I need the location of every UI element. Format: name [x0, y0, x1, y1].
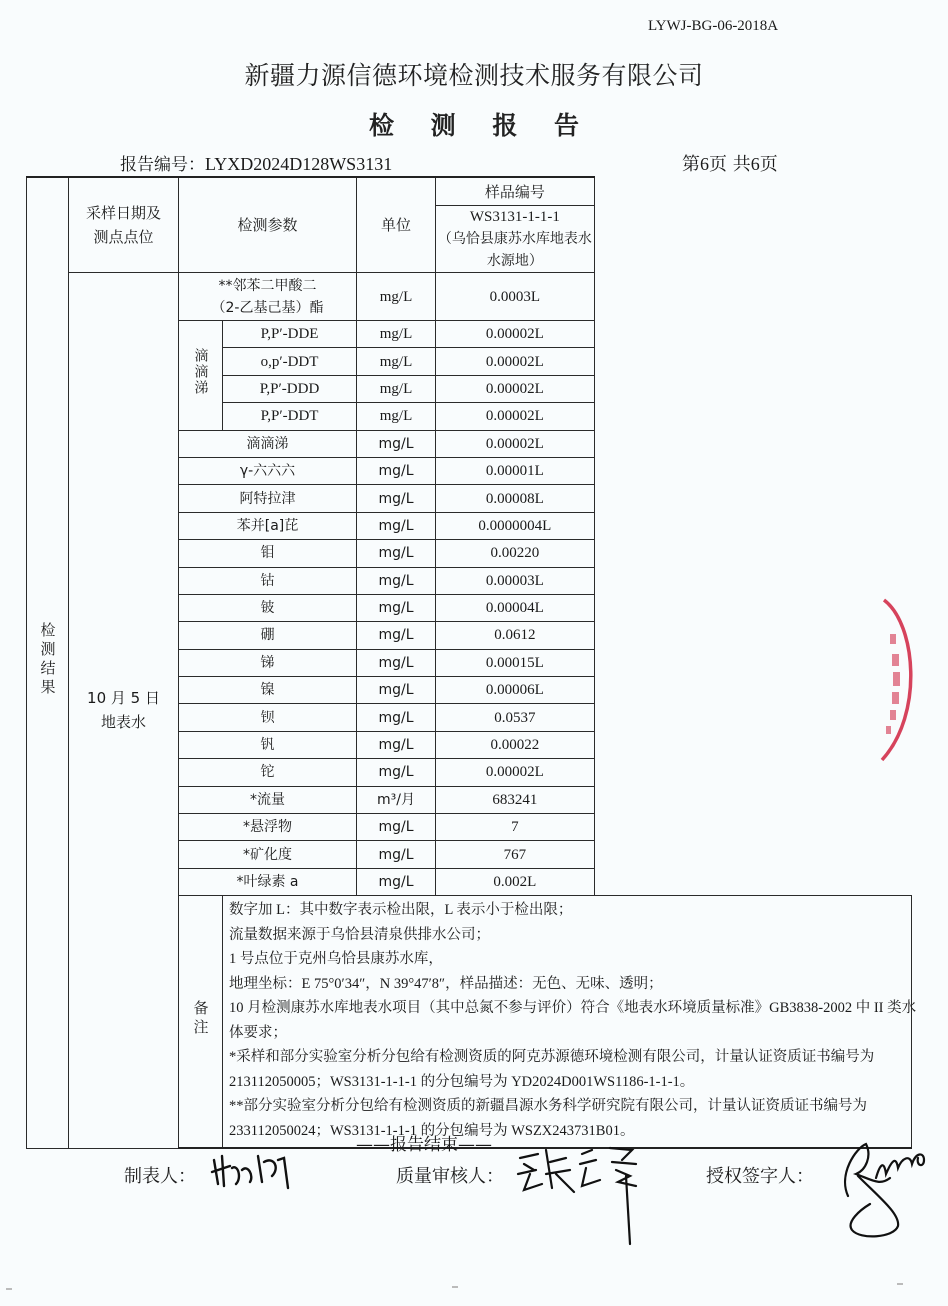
value-cell: 0.00004L: [436, 594, 595, 621]
col-sampling-line1: 采样日期及: [85, 204, 161, 222]
col-sample-no-header: 样品编号: [436, 177, 595, 206]
value-cell: 0.0537: [436, 704, 595, 731]
col-sampling-line2: 测点点位: [93, 228, 154, 246]
sample-info-cell: [436, 206, 595, 273]
value-cell: 0.0003L: [436, 273, 595, 321]
unit-cell: mg/L: [357, 403, 436, 430]
scan-speck: [6, 1288, 12, 1290]
remark-line: *采样和部分实验室分析分包给有检测资质的阿克苏源德环境检测有限公司，计量认证资质证书编号为: [229, 1049, 875, 1066]
table-row: [27, 273, 912, 321]
page-current: 6: [700, 154, 709, 174]
report-number-value: LYXD2024D128WS3131: [205, 154, 393, 174]
page-suffix: 页: [759, 154, 778, 175]
results-table: [26, 176, 917, 1149]
param-cell: P,P′-DDT: [223, 403, 357, 430]
sample-id: WS3131-1-1-1: [469, 209, 560, 225]
unit-cell: mg/L: [357, 567, 436, 594]
value-cell: 0.0612: [436, 622, 595, 649]
param-cell: 钒: [179, 731, 357, 758]
remarks-cell: [223, 896, 917, 1149]
form-code: LYWJ-BG-06-2018A: [648, 18, 779, 34]
remark-line: **部分实验室分析分包给有检测资质的新疆昌源水务科学研究院有限公司，计量认证资质证书编号为: [229, 1098, 867, 1115]
remark-line: 地理坐标：E 75°0′34″，N 39°47′8″，样品描述：无色、无味、透明；: [229, 975, 663, 992]
header-row: [27, 177, 912, 206]
value-cell: 0.00002L: [436, 375, 595, 402]
report-end: ——报告结束——: [356, 1135, 492, 1155]
scan-speck: [897, 1283, 903, 1285]
unit-cell: mg/L: [357, 649, 436, 676]
param-cell: *悬浮物: [179, 814, 357, 841]
unit-cell: mg/L: [357, 677, 436, 704]
col-sampling-header: [69, 177, 179, 273]
company-name: 新疆力源信德环境检测技术服务有限公司: [244, 61, 704, 90]
report-number: [120, 150, 392, 175]
unit-cell: mg/L: [357, 375, 436, 402]
param-cell: 钼: [179, 540, 357, 567]
sample-site: （乌恰县康苏水库地表水水源地）: [437, 231, 592, 269]
unit-cell: mg/L: [357, 457, 436, 484]
col-param-header: 检测参数: [179, 177, 357, 273]
remark-line: 1 号点位于克州乌恰县康苏水库，: [229, 951, 443, 968]
group-label: 滴滴涕: [192, 348, 209, 397]
value-cell: 0.0000004L: [436, 512, 595, 539]
param-cell: *流量: [179, 786, 357, 813]
remarks-label: 备注: [191, 999, 210, 1038]
unit-cell: mg/L: [357, 485, 436, 512]
unit-cell: mg/L: [357, 814, 436, 841]
value-cell: 7: [436, 814, 595, 841]
section-label: 检测结果: [38, 621, 57, 698]
water-type: 地表水: [100, 713, 146, 732]
value-cell: 0.00006L: [436, 677, 595, 704]
authorized-signature: [820, 1134, 948, 1244]
remark-line: 数字加 L：其中数字表示检出限，L 表示小于检出限；: [229, 902, 573, 919]
remark-line: 体要求；: [229, 1024, 287, 1041]
unit-cell: m³/月: [357, 786, 436, 813]
preparer-signature: [208, 1146, 318, 1191]
col-unit-header: 单位: [357, 177, 436, 273]
page-prefix: 第: [682, 154, 700, 175]
value-cell: 0.00002L: [436, 403, 595, 430]
page-info: [682, 150, 778, 176]
section-label-cell: [27, 177, 69, 1148]
value-cell: 0.00220: [436, 540, 595, 567]
value-cell: 0.00002L: [436, 348, 595, 375]
first-param-line2: （2-乙基己基）酯: [211, 299, 324, 316]
value-cell: 0.00002L: [436, 430, 595, 457]
scan-speck: [452, 1286, 458, 1288]
param-cell: γ-六六六: [179, 457, 357, 484]
param-cell: 钡: [179, 704, 357, 731]
unit-cell: mg/L: [357, 731, 436, 758]
param-cell: P,P′-DDE: [223, 321, 357, 348]
param-cell: o,p′-DDT: [223, 348, 357, 375]
param-cell: [179, 273, 357, 321]
param-cell: 滴滴涕: [179, 430, 357, 457]
page-total: 6: [750, 154, 760, 174]
value-cell: 683241: [436, 786, 595, 813]
value-cell: 0.002L: [436, 868, 595, 895]
param-cell: *矿化度: [179, 841, 357, 868]
remark-line: 213112050005；WS3131-1-1-1 的分包编号为 YD2024D001WS1186-1-1-1。: [229, 1073, 695, 1090]
unit-cell: mg/L: [357, 622, 436, 649]
remark-line: 233112050024；WS3131-1-1-1 的分包编号为 WSZX243731B01。: [229, 1122, 635, 1139]
company-stamp: [876, 594, 916, 764]
param-cell: 钴: [179, 567, 357, 594]
sampling-date: 10 月 5 日: [87, 689, 160, 708]
unit-cell: mg/L: [357, 321, 436, 348]
param-cell: 铊: [179, 759, 357, 786]
report-number-label: 报告编号：: [120, 155, 205, 175]
value-cell: 0.00022: [436, 731, 595, 758]
unit-cell: mg/L: [357, 841, 436, 868]
value-cell: 767: [436, 841, 595, 868]
unit-cell: mg/L: [357, 540, 436, 567]
remark-line: 10 月检测康苏水库地表水项目（其中总氮不参与评价）符合《地表水环境质量标准》GB3838-2002 中 II 类水: [229, 1000, 917, 1017]
value-cell: 0.00001L: [436, 457, 595, 484]
reviewer-label: 质量审核人：: [396, 1166, 504, 1187]
unit-cell: mg/L: [357, 759, 436, 786]
remarks-label-cell: [179, 896, 223, 1149]
param-cell: P,P′-DDD: [223, 375, 357, 402]
param-cell: 铍: [179, 594, 357, 621]
first-param-line1: **邻苯二甲酸二: [218, 277, 317, 294]
unit-cell: mg/L: [357, 512, 436, 539]
document-title: 检 测 报 告: [368, 111, 594, 140]
unit-cell: mg/L: [357, 868, 436, 895]
unit-cell: mg/L: [357, 594, 436, 621]
authorized-signer-label: 授权签字人：: [706, 1166, 814, 1187]
value-cell: 0.00002L: [436, 759, 595, 786]
param-cell: *叶绿素 a: [179, 868, 357, 895]
param-cell: 硼: [179, 622, 357, 649]
value-cell: 0.00015L: [436, 649, 595, 676]
value-cell: 0.00003L: [436, 567, 595, 594]
unit-cell: mg/L: [357, 273, 436, 321]
unit-cell: mg/L: [357, 348, 436, 375]
unit-cell: mg/L: [357, 704, 436, 731]
reviewer-signature: [512, 1140, 662, 1250]
param-cell: 镍: [179, 677, 357, 704]
param-cell: 锑: [179, 649, 357, 676]
prepared-by-label: 制表人：: [124, 1166, 196, 1187]
stamp-text-fragment: [886, 634, 900, 734]
page-mid: 页 共: [709, 154, 751, 175]
unit-cell: mg/L: [357, 430, 436, 457]
group-label-cell: [179, 321, 223, 431]
value-cell: 0.00008L: [436, 485, 595, 512]
param-cell: 苯并[a]芘: [179, 512, 357, 539]
param-cell: 阿特拉津: [179, 485, 357, 512]
remark-line: 流量数据来源于乌恰县清泉供排水公司；: [229, 926, 490, 943]
value-cell: 0.00002L: [436, 321, 595, 348]
date-site-cell: [69, 273, 179, 1149]
